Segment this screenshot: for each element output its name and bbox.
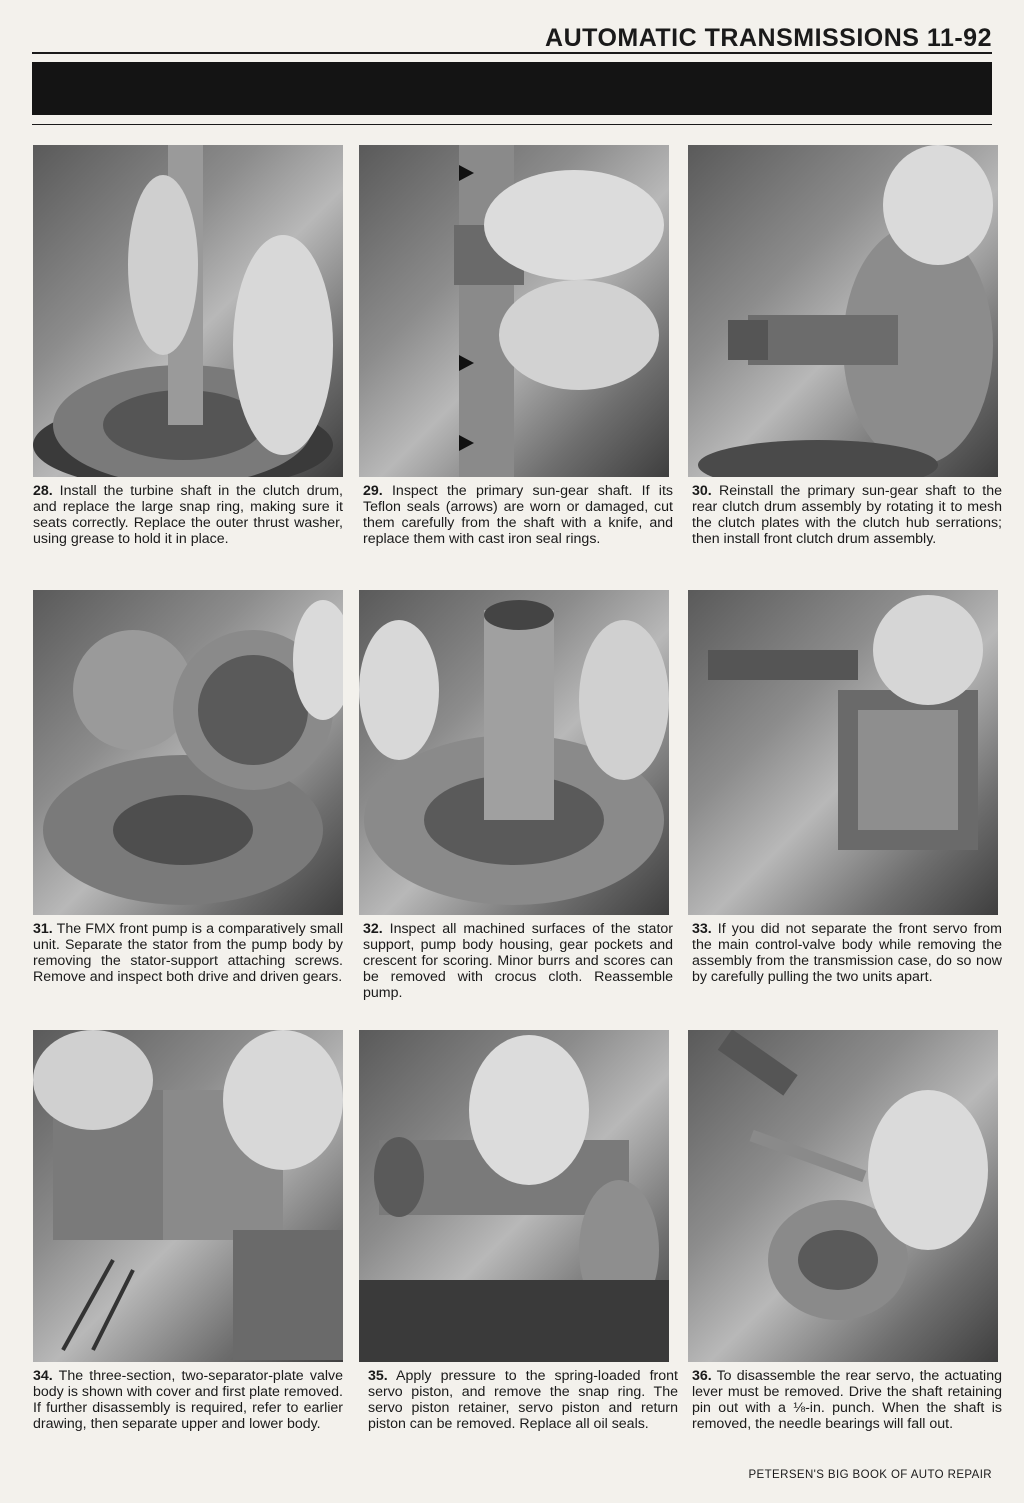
caption-text: Install the turbine shaft in the clutch drum, and replace the large snap ring, making sure it seats correctly. Replace the outer thrust washer, using grease to hold it in place. [33,483,343,547]
caption-number: 29. [363,483,383,499]
caption-text: To disassemble the rear servo, the actuating lever must be removed. Drive the shaft retaining pin out with a ⅛-in. punch. When the shaft is removed, the needle bearings will fall out. [692,1368,1002,1432]
caption-29 [363,483,673,547]
header-rule [32,52,992,54]
page-footer: PETERSEN'S BIG BOOK OF AUTO REPAIR [748,1469,992,1481]
caption-text: The three-section, two-separator-plate valve body is shown with cover and first plate removed. If further disassembly is required, refer to earlier drawing, then separate upper and lower body. [33,1368,343,1432]
photo-32-stator-support [359,590,669,915]
caption-35 [368,1368,678,1432]
photo-34-valve-body [33,1030,343,1362]
caption-number: 36. [692,1368,712,1384]
photo-36-rear-servo [688,1030,998,1362]
caption-number: 31. [33,921,53,937]
caption-30 [692,483,1002,547]
page-header-title: AUTOMATIC TRANSMISSIONS 11-92 [545,24,992,52]
caption-28 [33,483,343,547]
caption-text: Inspect all machined surfaces of the stator support, pump body housing, gear pockets and crescent for scoring. Minor burrs and scores can be removed with crocus cloth. Reassemble pump. [363,921,673,1001]
photo-30-clutch-drum [688,145,998,477]
caption-number: 32. [363,921,383,937]
caption-36 [692,1368,1002,1432]
caption-32 [363,921,673,1001]
caption-number: 30. [692,483,712,499]
caption-text: Reinstall the primary sun-gear shaft to the rear clutch drum assembly by rotating it to mesh the clutch plates with the clutch hub serrations; then install front clutch drum assembly. [692,483,1002,547]
caption-text: If you did not separate the front servo from the main control-valve body while removing the assembly from the transmission case, do so now by carefully pulling the two units apart. [692,921,1002,985]
caption-number: 33. [692,921,712,937]
caption-number: 35. [368,1368,388,1384]
caption-text: Apply pressure to the spring-loaded front servo piston, and remove the snap ring. The servo piston retainer, servo piston and return piston can be removed. Replace all oil seals. [368,1368,678,1432]
photo-35-front-servo [359,1030,669,1362]
caption-text: The FMX front pump is a comparatively small unit. Separate the stator from the pump body by removing the stator-support attaching screws. Remove and inspect both drive and driven gears. [33,921,343,985]
photo-33-control-valve-body [688,590,998,915]
photo-28-turbine-shaft [33,145,343,477]
photo-29-sun-gear-shaft [359,145,669,477]
caption-31 [33,921,343,985]
caption-number: 34. [33,1368,53,1384]
photo-31-front-pump [33,590,343,915]
caption-33 [692,921,1002,985]
header-band [32,62,992,115]
caption-34 [33,1368,343,1432]
caption-number: 28. [33,483,53,499]
header-rule-lower [32,124,992,125]
caption-text: Inspect the primary sun-gear shaft. If its Teflon seals (arrows) are worn or damaged, cut them carefully from the shaft with a knife, and replace them with cast iron seal rings. [363,483,673,547]
